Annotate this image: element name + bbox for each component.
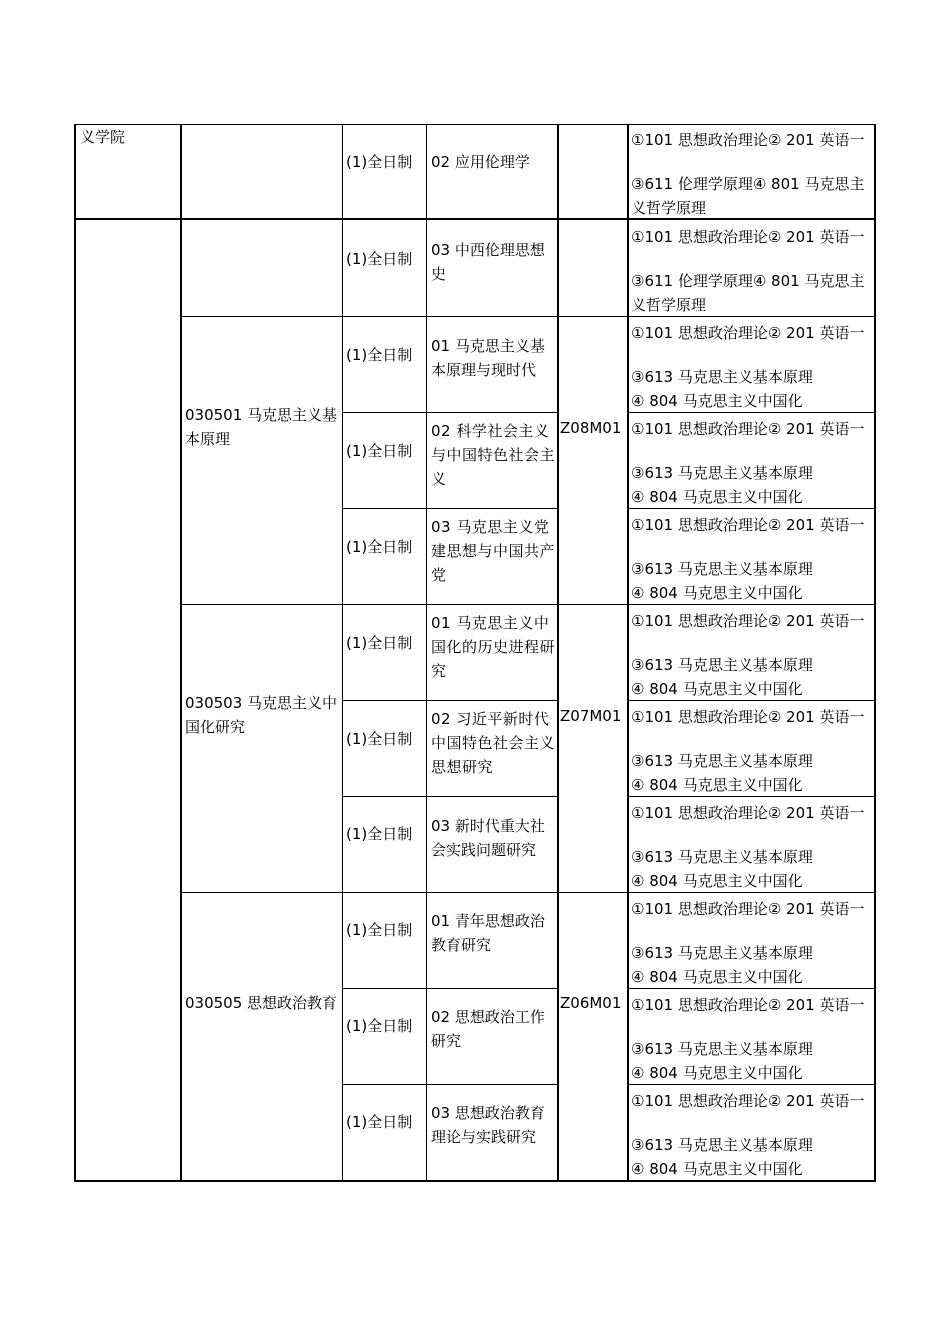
exam-line: ③613 马克思主义基本原理 <box>631 848 813 866</box>
exam-line: ①101 思想政治理论② 201 英语一 <box>631 996 865 1014</box>
row-divider <box>342 700 558 701</box>
study-mode: (1)全日制 <box>346 250 413 268</box>
table-border <box>74 124 76 1182</box>
research-direction: 03 新时代重大社会实践问题研究 <box>431 817 545 859</box>
research-direction: 03 思想政治教育理论与实践研究 <box>431 1104 545 1146</box>
exam-subjects <box>631 993 871 1085</box>
exam-subjects <box>631 609 871 701</box>
exam-line: ③613 马克思主义基本原理 <box>631 656 813 674</box>
study-mode: (1)全日制 <box>346 442 413 460</box>
exam-line: ③613 马克思主义基本原理 <box>631 752 813 770</box>
exam-subjects <box>631 417 871 509</box>
exam-line: ④ 804 马克思主义中国化 <box>631 488 803 506</box>
exam-line: ①101 思想政治理论② 201 英语一 <box>631 131 865 149</box>
exam-line: ①101 思想政治理论② 201 英语一 <box>631 420 865 438</box>
exam-line: ①101 思想政治理论② 201 英语一 <box>631 228 865 246</box>
research-direction: 01 马克思主义中国化的历史进程研究 <box>431 614 556 680</box>
major-name: 030505 思想政治教育 <box>185 994 338 1012</box>
table-border <box>874 124 876 1182</box>
research-direction: 03 中西伦理思想史 <box>431 241 545 283</box>
research-direction: 02 科学社会主义与中国特色社会主义 <box>431 422 556 488</box>
column-divider <box>557 124 559 1182</box>
exam-line: ①101 思想政治理论② 201 英语一 <box>631 708 865 726</box>
exam-line: ③613 马克思主义基本原理 <box>631 1136 813 1154</box>
column-divider <box>627 124 629 1182</box>
exam-subjects <box>631 321 871 413</box>
research-direction: 01 马克思主义基本原理与现时代 <box>431 337 545 379</box>
row-divider <box>342 412 558 413</box>
row-divider <box>342 796 558 797</box>
exam-line: ④ 804 马克思主义中国化 <box>631 680 803 698</box>
exam-line: ③613 马克思主义基本原理 <box>631 560 813 578</box>
row-divider <box>342 988 558 989</box>
exam-line: ③613 马克思主义基本原理 <box>631 464 813 482</box>
research-direction: 02 应用伦理学 <box>431 153 530 171</box>
exam-line: ①101 思想政治理论② 201 英语一 <box>631 612 865 630</box>
study-mode: (1)全日制 <box>346 634 413 652</box>
exam-line: ④ 804 马克思主义中国化 <box>631 392 803 410</box>
exam-line: ④ 804 马克思主义中国化 <box>631 584 803 602</box>
major-code: Z07M01 <box>560 707 622 725</box>
exam-line: ③613 马克思主义基本原理 <box>631 1040 813 1058</box>
column-divider <box>180 124 182 1182</box>
study-mode: (1)全日制 <box>346 538 413 556</box>
exam-line: ③611 伦理学原理④ 801 马克思主义哲学原理 <box>631 272 865 314</box>
major-code: Z08M01 <box>560 419 622 437</box>
exam-line: ③613 马克思主义基本原理 <box>631 944 813 962</box>
exam-line: ④ 804 马克思主义中国化 <box>631 776 803 794</box>
exam-line: ①101 思想政治理论② 201 英语一 <box>631 804 865 822</box>
column-divider <box>342 124 343 1182</box>
study-mode: (1)全日制 <box>346 1113 413 1131</box>
exam-line: ④ 804 马克思主义中国化 <box>631 872 803 890</box>
exam-subjects <box>631 513 871 605</box>
major-name: 030503 马克思主义中国化研究 <box>185 694 338 736</box>
college-name: 义学院 <box>80 128 126 146</box>
study-mode: (1)全日制 <box>346 1017 413 1035</box>
exam-line: ①101 思想政治理论② 201 英语一 <box>631 324 865 342</box>
research-direction: 03 马克思主义党建思想与中国共产党 <box>431 518 556 584</box>
exam-line: ④ 804 马克思主义中国化 <box>631 1160 803 1178</box>
exam-subjects <box>631 225 871 317</box>
study-mode: (1)全日制 <box>346 730 413 748</box>
exam-subjects <box>631 897 871 989</box>
row-divider <box>342 508 558 509</box>
exam-line: ④ 804 马克思主义中国化 <box>631 968 803 986</box>
exam-line: ③611 伦理学原理④ 801 马克思主义哲学原理 <box>631 175 865 217</box>
exam-line: ①101 思想政治理论② 201 英语一 <box>631 900 865 918</box>
major-code: Z06M01 <box>560 994 622 1012</box>
research-direction: 02 习近平新时代中国特色社会主义思想研究 <box>431 710 556 776</box>
study-mode: (1)全日制 <box>346 825 413 843</box>
exam-line: ④ 804 马克思主义中国化 <box>631 1064 803 1082</box>
exam-line: ①101 思想政治理论② 201 英语一 <box>631 1092 865 1110</box>
exam-subjects <box>631 705 871 797</box>
exam-line: ③613 马克思主义基本原理 <box>631 368 813 386</box>
exam-line: ①101 思想政治理论② 201 英语一 <box>631 516 865 534</box>
study-mode: (1)全日制 <box>346 153 413 171</box>
table-border <box>74 124 876 125</box>
study-mode: (1)全日制 <box>346 921 413 939</box>
column-divider <box>426 124 427 1182</box>
exam-subjects <box>631 801 871 893</box>
research-direction: 01 青年思想政治教育研究 <box>431 912 545 954</box>
exam-subjects <box>631 128 871 220</box>
exam-subjects <box>631 1089 871 1181</box>
study-mode: (1)全日制 <box>346 346 413 364</box>
research-direction: 02 思想政治工作研究 <box>431 1008 545 1050</box>
major-name: 030501 马克思主义基本原理 <box>185 406 338 448</box>
row-divider <box>342 1084 558 1085</box>
